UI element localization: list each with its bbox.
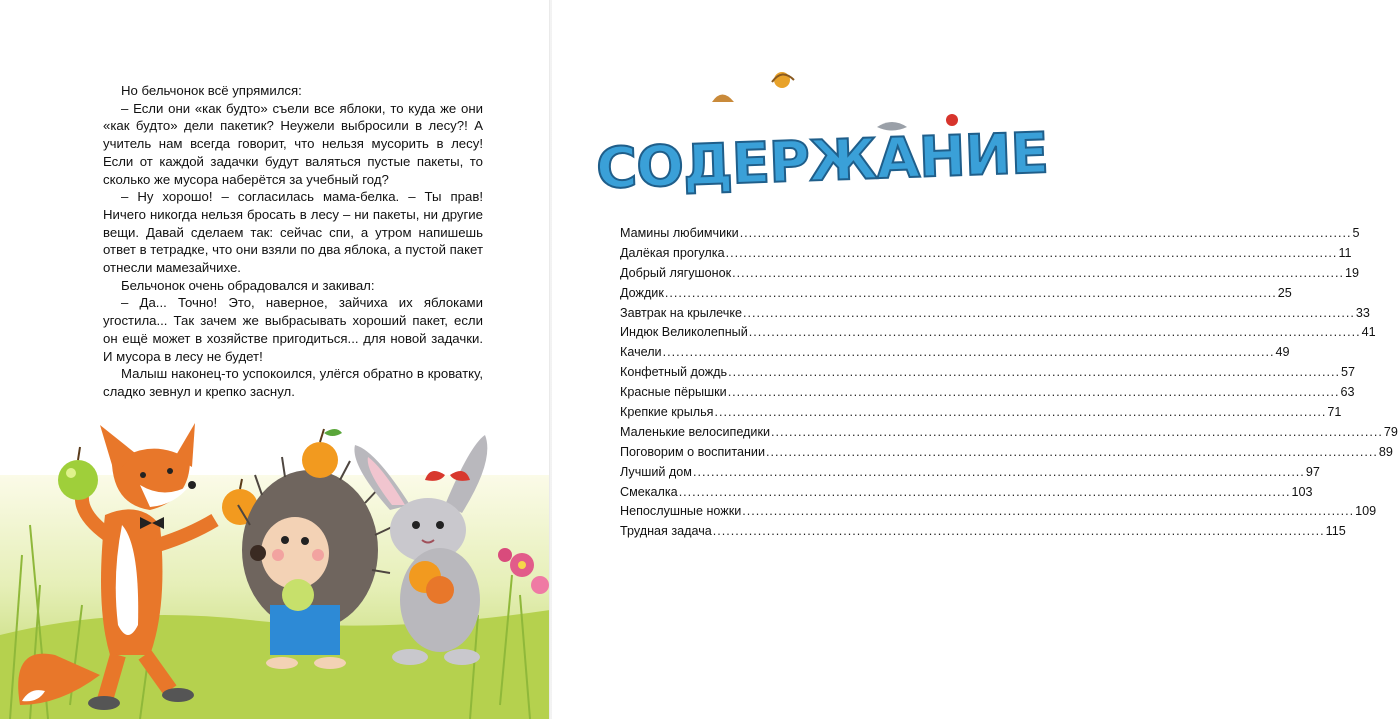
- toc-item-title: Трудная задача: [620, 524, 712, 539]
- orange-apple-hedgehog: [302, 429, 342, 478]
- toc-leader-dots: [740, 226, 1352, 240]
- toc-leader-dots: [679, 485, 1291, 499]
- story-paragraph: – Если они «как будто» съели все яблоки, то куда же они «как будто» дели пакетик? Неужели выбросили в лесу?! А учитель нам всегда говорит, что нельзя мусорить в лесу! Если от каждой задачки будут валяться пустые пакеты, то сколько же мусора наберётся за учебный год?: [103, 100, 483, 187]
- toc-item[interactable]: [620, 405, 1342, 425]
- toc-item-page: 25: [1277, 285, 1292, 300]
- story-paragraph: Малыш наконец-то успокоился, улёгся обратно в кроватку, сладко зевнул и крепко заснул.: [103, 366, 483, 399]
- toc-item-page: 103: [1291, 484, 1313, 499]
- story-paragraph: – Ну хорошо! – согласилась мама-белка. – Ты прав! Ничего никогда нельзя бросать в лесу – ни пакеты, ни другие вещи. Давай сделаем так: сейчас спи, а утром напишешь ответ в тетрадке, что они взяли по два яблока, а пустой пакет отнесли мамезайчихе.: [103, 189, 483, 276]
- table-of-contents: [620, 226, 1398, 544]
- toc-leader-dots: [728, 385, 1340, 399]
- story-paragraph: Бельчонок очень обрадовался и закивал:: [121, 277, 375, 293]
- contents-title-text: СОДЕРЖАНИЕ: [595, 121, 1049, 202]
- toc-item-title: Мамины любимчики: [620, 226, 739, 240]
- toc-item-title: Конфетный дождь: [620, 365, 728, 380]
- toc-item-page: 71: [1327, 405, 1342, 420]
- contents-title: [595, 62, 1049, 202]
- toc-leader-dots: [728, 365, 1340, 379]
- toc-item-page: 109: [1355, 504, 1377, 519]
- toc-item-page: 19: [1344, 265, 1359, 280]
- toc-item-title: Смекалка: [620, 484, 678, 499]
- animals-illustration: [0, 405, 550, 719]
- toc-item-title: Качели: [620, 345, 662, 360]
- toc-item-title: Лучший дом: [620, 464, 692, 479]
- toc-leader-dots: [665, 286, 1277, 300]
- toc-item-page: 79: [1383, 424, 1398, 439]
- toc-leader-dots: [732, 266, 1344, 280]
- toc-leader-dots: [742, 504, 1354, 518]
- toc-item-page: 63: [1340, 385, 1355, 400]
- toc-item-title: Дождик: [620, 285, 664, 300]
- toc-item-title: Поговорим о воспитании: [620, 444, 765, 459]
- toc-leader-dots: [715, 405, 1327, 419]
- toc-item-title: Маленькие велосипедики: [620, 424, 770, 439]
- toc-leader-dots: [771, 425, 1383, 439]
- toc-item[interactable]: [620, 285, 1292, 306]
- toc-item-title: Добрый лягушонок: [620, 265, 732, 280]
- toc-item[interactable]: [620, 265, 1359, 286]
- toc-leader-dots: [726, 246, 1338, 260]
- toc-item-page: 5: [1352, 226, 1360, 240]
- green-apple: [58, 447, 98, 500]
- toc-item[interactable]: [620, 385, 1355, 405]
- toc-item[interactable]: [620, 345, 1290, 365]
- toc-item-title: Завтрак на крылечке: [620, 305, 742, 320]
- toc-item-page: 41: [1361, 325, 1376, 340]
- story-paragraph: – Да... Точно! Это, наверное, зайчиха их яблоками угостила... Так зачем же выбрасывать хороший пакет, если он ещё может в хозяйстве пригодиться... для новой задачки. И мусора в лесу не будет!: [103, 295, 483, 364]
- toc-item-title: Индюк Великолепный: [620, 325, 748, 340]
- toc-item-page: 33: [1355, 305, 1370, 320]
- toc-item[interactable]: [620, 484, 1313, 505]
- toc-item-title: Крепкие крылья: [620, 405, 714, 420]
- toc-item[interactable]: [620, 444, 1393, 465]
- toc-item-page: 115: [1325, 524, 1346, 539]
- toc-item[interactable]: [620, 504, 1377, 524]
- toc-item-page: 97: [1305, 464, 1320, 479]
- toc-item-page: 11: [1338, 245, 1352, 260]
- title-decorations: [712, 72, 958, 131]
- toc-item[interactable]: [620, 325, 1376, 345]
- toc-item[interactable]: [620, 464, 1320, 485]
- contents-title-art: [595, 62, 1049, 202]
- toc-item[interactable]: [620, 305, 1370, 326]
- toc-item-page: 49: [1275, 345, 1290, 360]
- toc-leader-dots: [713, 524, 1325, 538]
- toc-item-page: 89: [1378, 444, 1393, 459]
- toc-item-title: Красные пёрышки: [620, 385, 727, 400]
- toc-item-page: 57: [1340, 365, 1355, 380]
- toc-leader-dots: [663, 345, 1275, 359]
- toc-item[interactable]: [620, 524, 1346, 544]
- toc-item[interactable]: [620, 226, 1360, 246]
- toc-item[interactable]: [620, 245, 1352, 266]
- left-page: [0, 0, 550, 719]
- toc-item-title: Непослушные ножки: [620, 504, 742, 519]
- story-paragraph: Но бельчонок всё упрямился:: [121, 83, 302, 98]
- toc-leader-dots: [749, 325, 1361, 339]
- toc-item[interactable]: [620, 424, 1398, 445]
- toc-leader-dots: [743, 306, 1355, 320]
- right-page: [552, 0, 1398, 719]
- toc-item[interactable]: [620, 365, 1355, 385]
- toc-leader-dots: [766, 445, 1378, 459]
- toc-leader-dots: [693, 465, 1305, 479]
- story-text: [103, 82, 483, 401]
- toc-item-title: Далёкая прогулка: [620, 245, 725, 260]
